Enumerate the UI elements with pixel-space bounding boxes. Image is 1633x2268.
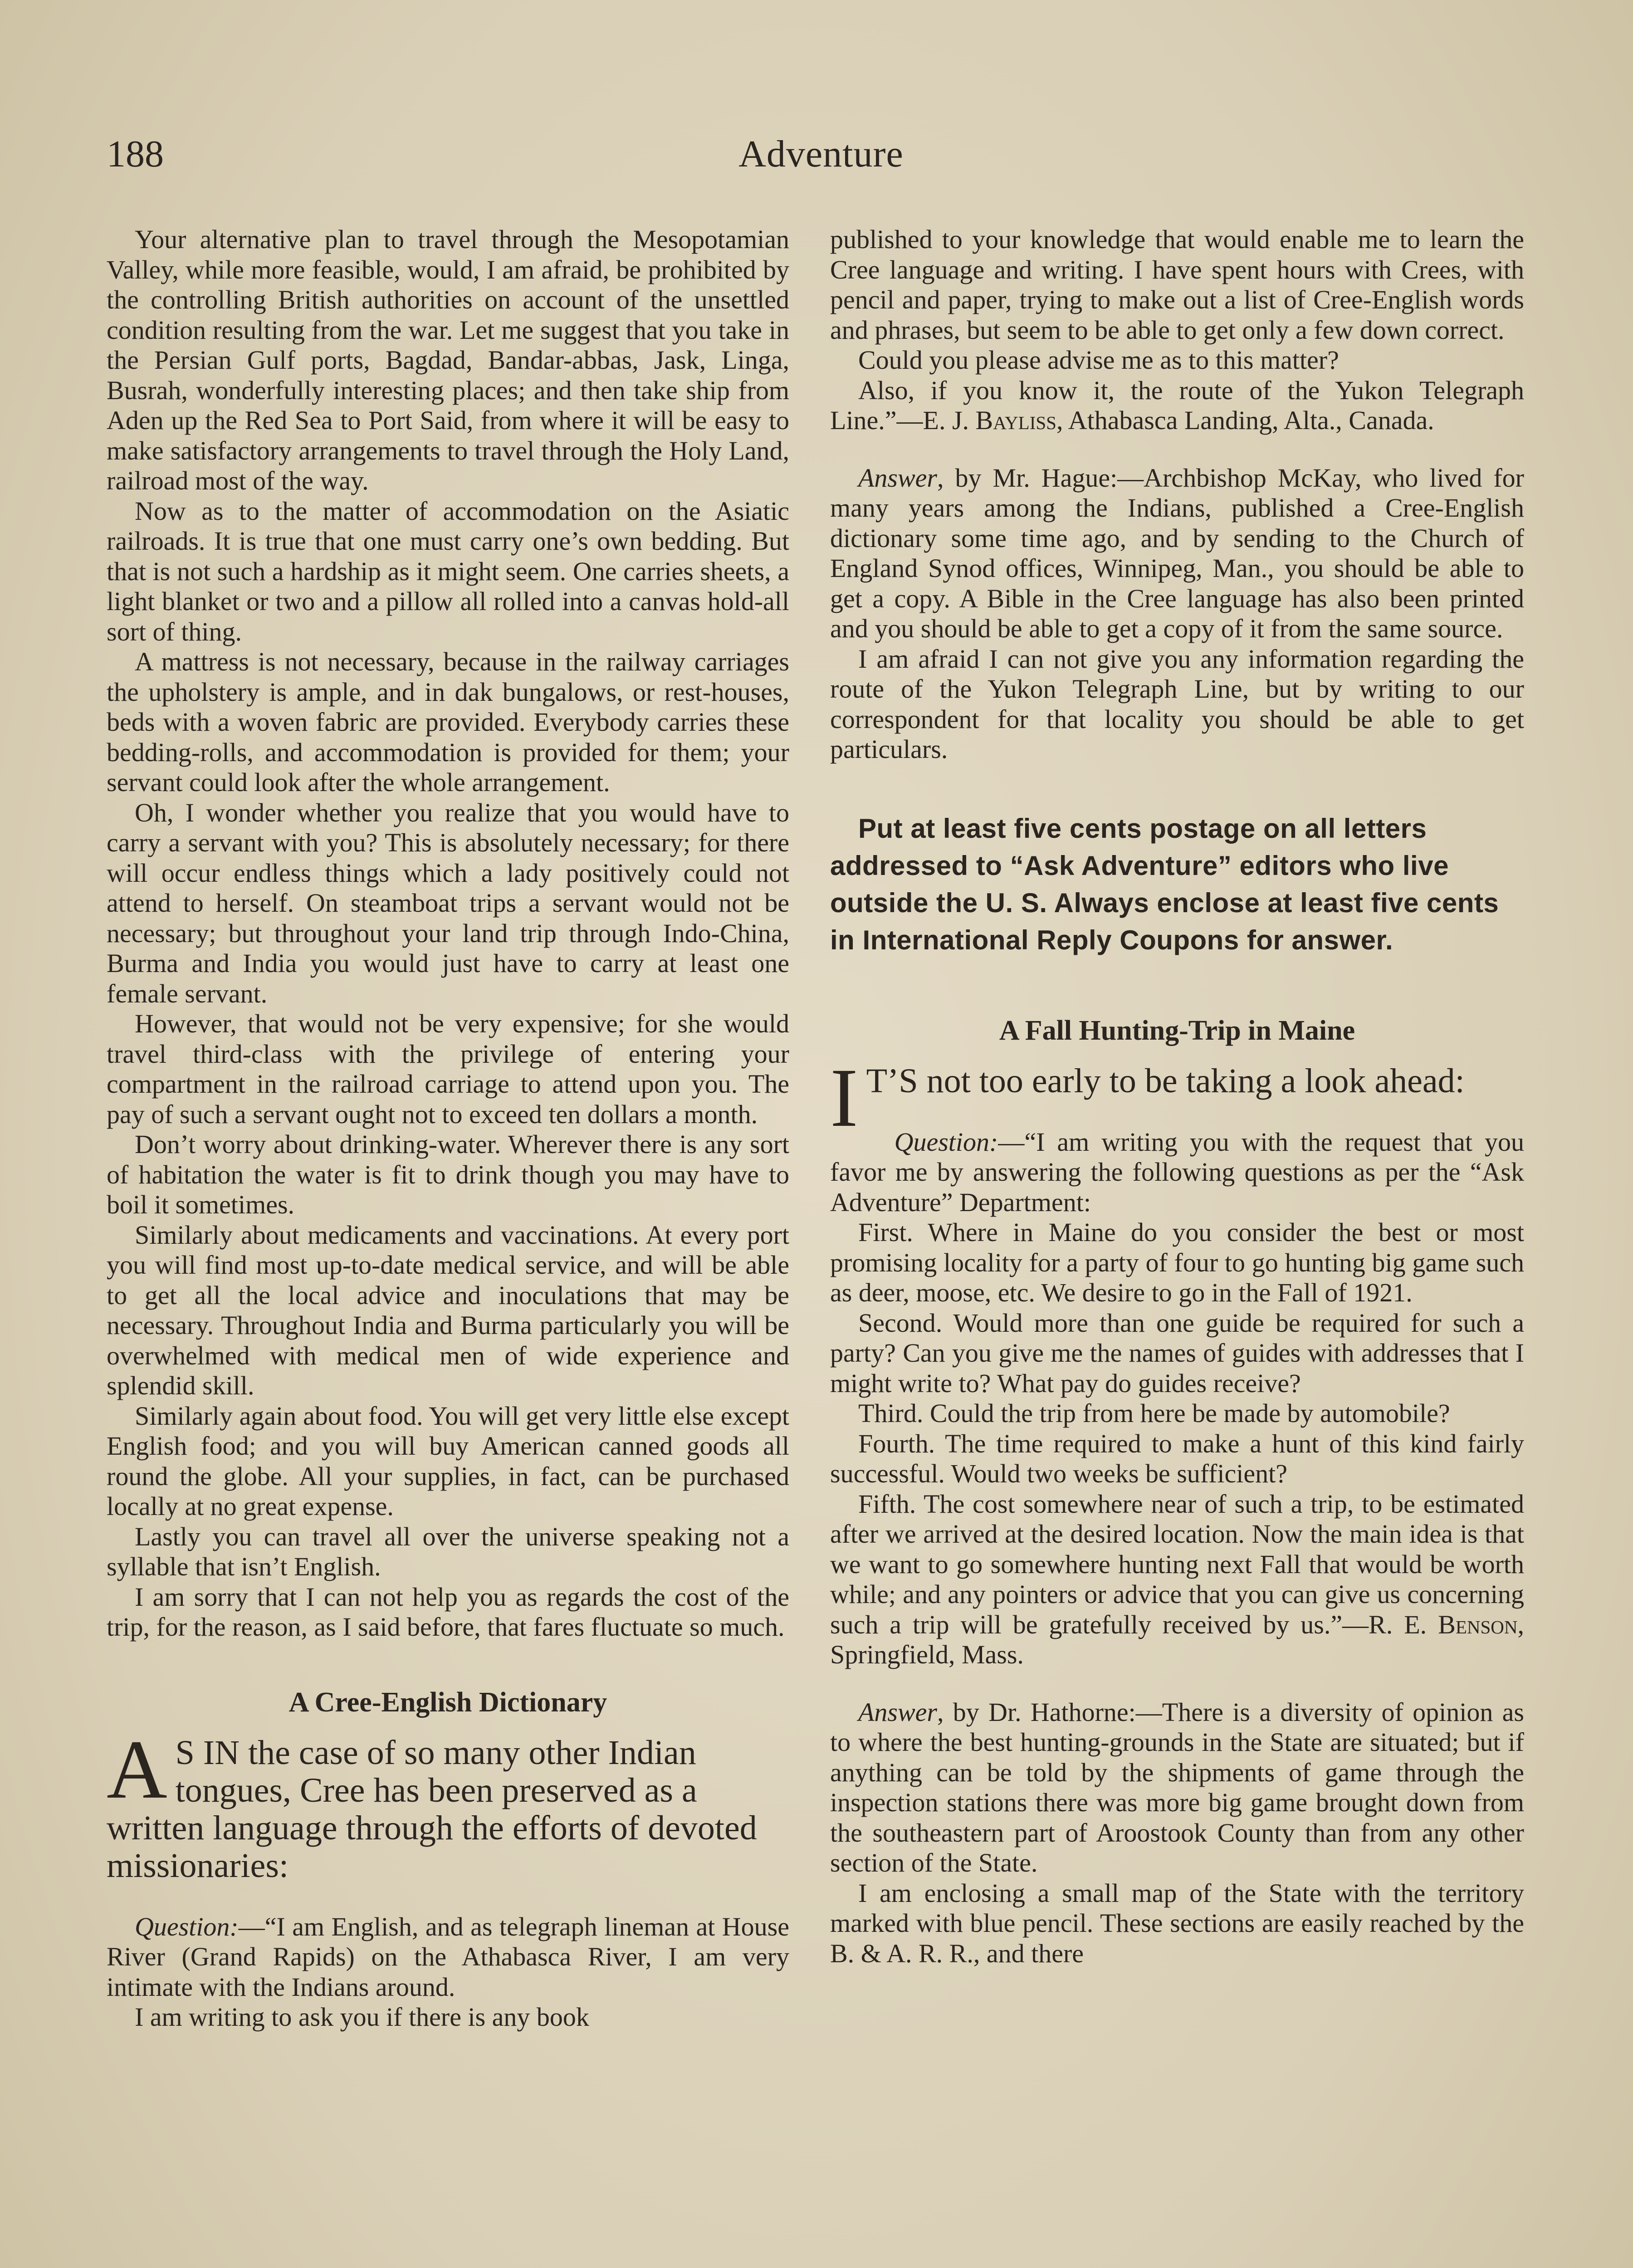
body-paragraph: published to your knowledge that would enable me to learn the Cree language and writing. I have spent hours with Crees, with pencil and paper, trying to make out a list of Cree-English words and phrases, but seem to be able to get only a few down correct. bbox=[830, 225, 1524, 345]
section-lead-cree bbox=[107, 1723, 789, 1885]
section-heading-maine: A Fall Hunting-Trip in Maine bbox=[999, 1015, 1355, 1046]
fifth-question-text: Fifth. The cost somewhere near of such a trip, to be estimated after we arrived at the desired location. Now the main idea is that we want to go somewhere hunting next Fall that would be worth while; and any pointers or advice that you can give us concerning such a trip will be gratefully received by us.”—R. E. bbox=[830, 1489, 1524, 1639]
answer-paragraph bbox=[830, 463, 1524, 644]
body-paragraph: Now as to the matter of accommodation on the Asiatic railroads. It is true that one must carry one’s own bedding. But that is not such a hardship as it might seem. One carries sheets, a light blanket or two and a pillow all rolled into a canvas hold-all sort of thing. bbox=[107, 496, 789, 646]
question-item: Second. Would more than one guide be required for such a party? Can you give me the names of guides with addresses that I might write to? What pay do guides receive? bbox=[830, 1308, 1524, 1398]
question-item: First. Where in Maine do you consider the best or most promising locality for a party of four to go hunting big game such as deer, moose, etc. We desire to go in the Fall of 1921. bbox=[830, 1217, 1524, 1307]
question-item bbox=[830, 1489, 1524, 1670]
signoff-place: , Athabasca Landing, Alta., Canada. bbox=[1056, 406, 1434, 435]
question-paragraph bbox=[107, 1912, 789, 2003]
signoff-name: Benson bbox=[1438, 1609, 1518, 1639]
body-paragraph: A mattress is not necessary, because in the railway carriages the upholstery is ample, and in dak bungalows, or rest-houses, beds with a woven fabric are provided. Everybody carries these bedding-rolls, and accommodation is provided for them; your servant could look after the whole arrangement. bbox=[107, 647, 789, 797]
question-item: Third. Could the trip from here be made by automobile? bbox=[858, 1398, 1450, 1428]
question-text: —“I am English, and as telegraph lineman at House River (Grand Rapids) on the Athabasca River, I am very intimate with the Indians around. bbox=[107, 1911, 789, 2002]
answer-text: , by Dr. Hathorne:—There is a diversity of opinion as to where the best hunting-grounds in the State are situated; but if anything can be told by the shipments of game through the inspection stations there was more big game brought down from the southeastern part of Aroostook County than from any other section of the State. bbox=[830, 1697, 1524, 1877]
body-paragraph: I am afraid I can not give you any information regarding the route of the Yukon Telegraph Line, but by writing to our correspondent for that locality you should be able to get particulars. bbox=[830, 644, 1524, 764]
running-title: Adventure bbox=[738, 133, 904, 175]
drop-cap: I bbox=[830, 1051, 858, 1144]
section-heading-cree: A Cree-English Dictionary bbox=[288, 1686, 607, 1718]
answer-label: Answer bbox=[858, 463, 937, 493]
signoff-text: Also, if you know it, the route of the Yukon Telegraph Line.”—E. J. bbox=[830, 375, 1524, 435]
body-paragraph: Similarly about medicaments and vaccinations. At every port you will find most up-to-date medical service, and will be able to get all the local advice and inoculations that may be necessary. Throughout India and Burma particularly you will be overwhelmed with medical men of wide experience and splendid skill. bbox=[107, 1220, 789, 1400]
signoff-name: Bayliss bbox=[975, 406, 1056, 435]
body-paragraph: However, that would not be very expensive; for she would travel third-class with the privilege of entering your compartment in the railroad carriage to attend upon you. The pay of such a servant ought not to exceed ten dollars a month. bbox=[107, 1009, 789, 1129]
question-item: Fourth. The time required to make a hunt of this kind fairly successful. Would two weeks be sufficient? bbox=[830, 1428, 1524, 1488]
left-column bbox=[107, 225, 789, 2033]
question-paragraph bbox=[830, 1127, 1524, 1218]
body-paragraph: Similarly again about food. You will get very little else except English food; and you will buy American canned goods all round the globe. All your supplies, in fact, can be purchased locally at no great expense. bbox=[107, 1401, 789, 1521]
question-label: Question: bbox=[894, 1127, 998, 1157]
question-text: —“I am writing you with the request that you favor me by answering the following questions as per the “Ask Adventure” Department: bbox=[830, 1127, 1524, 1217]
body-paragraph: I am enclosing a small map of the State with the territory marked with blue pencil. These sections are easily reached by the B. & A. R. R., and there bbox=[830, 1878, 1524, 1968]
signoff-paragraph bbox=[830, 376, 1524, 436]
page-header bbox=[107, 129, 1535, 179]
body-paragraph: Don’t worry about drinking-water. Wherever there is any sort of habitation the water is fit to drink though you may have to boil it sometimes. bbox=[107, 1129, 789, 1219]
body-paragraph: Your alternative plan to travel through the Mesopotamian Valley, while more feasible, would, I am afraid, be prohibited by the controlling British authorities on account of the unsettled condition resulting from the war. Let me suggest that you take in the Persian Gulf ports, Bagdad, Bandar-abbas, Jask, Linga, Busrah, wonderfully interesting places; and then take ship from Aden up the Red Sea to Port Said, from where it will be easy to make satisfactory arrangements to travel through the Holy Land, railroad most of the way. bbox=[107, 225, 789, 495]
lead-text: S IN the case of so many other Indian tongues, Cree has been preserved as a written language through the efforts of devoted missionaries: bbox=[107, 1733, 757, 1885]
body-paragraph: Could you please advise me as to this matter? bbox=[858, 345, 1339, 375]
answer-label: Answer bbox=[858, 1697, 937, 1727]
question-label: Question: bbox=[135, 1911, 239, 1941]
drop-cap: A bbox=[107, 1723, 167, 1816]
body-paragraph: Lastly you can travel all over the universe speaking not a syllable that isn’t English. bbox=[107, 1521, 789, 1581]
body-paragraph: I am sorry that I can not help you as regards the cost of the trip, for the reason, as I said before, that fares fluctuate so much. bbox=[107, 1582, 789, 1642]
answer-text: , by Mr. Hague:—Archbishop McKay, who lived for many years among the Indians, published a Cree-English dictionary some time ago, and by sending to the Church of England Synod offices, Winnipeg, Man., you should be able to get a copy. A Bible in the Cree language has also been printed and you should be able to get a copy of it from the same source. bbox=[830, 463, 1524, 643]
postage-notice: Put at least five cents postage on all letters addressed to “Ask Adventure” editors who live outside the U. S. Always enclose at least five cents in International Reply Coupons for answer. bbox=[830, 813, 1499, 955]
body-paragraph: I am writing to ask you if there is any book bbox=[135, 2002, 589, 2032]
signoff-place: , Springfield, Mass. bbox=[830, 1609, 1524, 1669]
answer-paragraph bbox=[830, 1697, 1524, 1878]
lead-text: T’S not too early to be taking a look ahead: bbox=[866, 1061, 1465, 1100]
page-number: 188 bbox=[107, 133, 164, 175]
body-paragraph: Oh, I wonder whether you realize that you would have to carry a servant with you? This is absolutely necessary; for there will occur endless things which a lady positively could not attend to herself. On steamboat trips a servant would not be necessary; but throughout your land trip through Indo-China, Burma and India you would just have to carry at least one female servant. bbox=[107, 797, 789, 1008]
right-column bbox=[830, 225, 1524, 1969]
